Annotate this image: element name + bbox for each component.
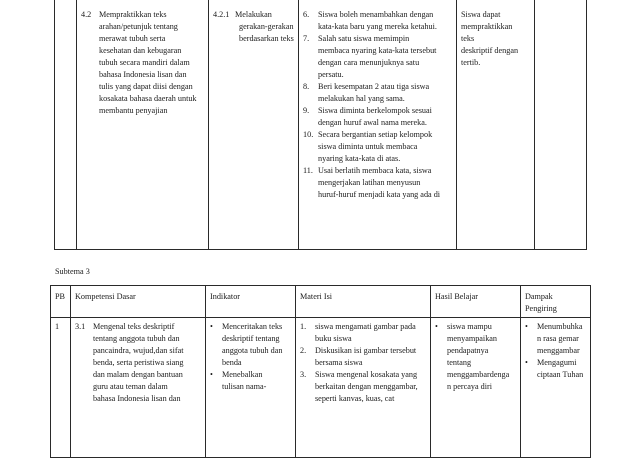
list-item: 10. Secara bergantian setiap kelompok siswa diminta untuk membaca nyaring kata-kata di atas. bbox=[303, 130, 433, 163]
list-item: • Menumbuhka n rasa gemar menggambar bbox=[525, 322, 583, 355]
list-item: 2. Diskusikan isi gambar tersebut bersama siswa bbox=[300, 346, 417, 367]
indikator-number: 4.2.1 bbox=[213, 10, 230, 19]
bullet-icon: • bbox=[210, 322, 213, 331]
list-item: 1. siswa mengamati gambar pada buku siswa bbox=[300, 322, 416, 343]
kd-text: Mempraktikkan teks arahan/petunjuk tentang merawat tubuh serta kesehatan dan kebugaran tubuh secara mandiri dalam bahasa Indonesia lisan dan tulis yang dapat diisi dengan kosakata bahasa daerah untuk membantu penyajian bbox=[99, 10, 197, 115]
row-indikator bbox=[206, 318, 296, 458]
bullet-icon: • bbox=[525, 322, 528, 331]
list-item: 11. Usai berlatih membaca kata, siswa mengerjakan latihan menyusun huruf-huruf menjadi kata yang ada di bbox=[303, 166, 441, 199]
subtema-label: Subtema 3 bbox=[55, 267, 90, 276]
list-item: 9. Siswa diminta berkelompok sesuai dengan huruf awal nama mereka. bbox=[303, 106, 432, 127]
top-table bbox=[54, 0, 587, 250]
list-item: 6. Siswa boleh menambahkan dengan kata-kata baru yang mereka ketahui. bbox=[303, 10, 437, 31]
bullet-icon: • bbox=[525, 358, 528, 367]
top-dampak-cell bbox=[535, 0, 587, 250]
bullet-icon: • bbox=[210, 370, 213, 379]
table-header-row bbox=[51, 286, 591, 318]
row-hasil-belajar bbox=[431, 318, 521, 458]
header-pb: PB bbox=[51, 286, 71, 318]
list-item: • Menceritakan teks deskriptif tentang anggota tubuh dan benda bbox=[210, 322, 283, 367]
top-hasil-cell: Siswa dapat mempraktikkan teks deskriptif dengan tertib. bbox=[457, 0, 535, 250]
header-kompetensi-dasar: Kompetensi Dasar bbox=[71, 286, 206, 318]
top-pb-cell bbox=[55, 0, 77, 250]
list-item: • siswa mampu menyampaikan pendapatnya tentang menggambardenga n percaya diri bbox=[435, 322, 510, 391]
header-indikator: Indikator bbox=[206, 286, 296, 318]
list-item: • Mengagumi ciptaan Tuhan bbox=[525, 358, 584, 379]
top-materi-cell bbox=[299, 0, 457, 250]
bullet-icon: • bbox=[435, 322, 438, 331]
top-indikator-cell bbox=[209, 0, 299, 250]
row-kompetensi-dasar: 3.1 Mengenal teks deskriptif tentang anggota tubuh dan pancaindra, wujud,dan sifat benda, serta peristiwa siang dan malam dengan bantuan guru atau teman dalam bahasa Indonesia lisan dan bbox=[71, 318, 206, 458]
row-materi-isi bbox=[296, 318, 431, 458]
list-item: 7. Salah satu siswa memimpin membaca nyaring kata-kata tersebut dengan cara menunjuknya satu persatu. bbox=[303, 34, 437, 79]
header-materi-isi: Materi Isi bbox=[296, 286, 431, 318]
top-kd-cell bbox=[77, 0, 209, 250]
bottom-table bbox=[50, 285, 591, 458]
list-item: • Menebalkan tulisan nama- bbox=[210, 370, 267, 391]
list-item: 8. Beri kesempatan 2 atau tiga siswa melakukan hal yang sama. bbox=[303, 82, 430, 103]
indikator-text: Melakukan gerakan-gerakan berdasarkan teks bbox=[235, 10, 294, 43]
table-row bbox=[51, 318, 591, 458]
list-item: 3. Siswa mengenal kosakata yang berkaitan dengan menggambar, seperti kanvas, kuas, cat bbox=[300, 370, 418, 403]
row-dampak-pengiring bbox=[521, 318, 591, 458]
header-dampak-pengiring: Dampak Pengiring bbox=[521, 286, 591, 318]
kd-number: 4.2 bbox=[81, 10, 92, 19]
row-pb: 1 bbox=[51, 318, 71, 458]
header-hasil-belajar: Hasil Belajar bbox=[431, 286, 521, 318]
